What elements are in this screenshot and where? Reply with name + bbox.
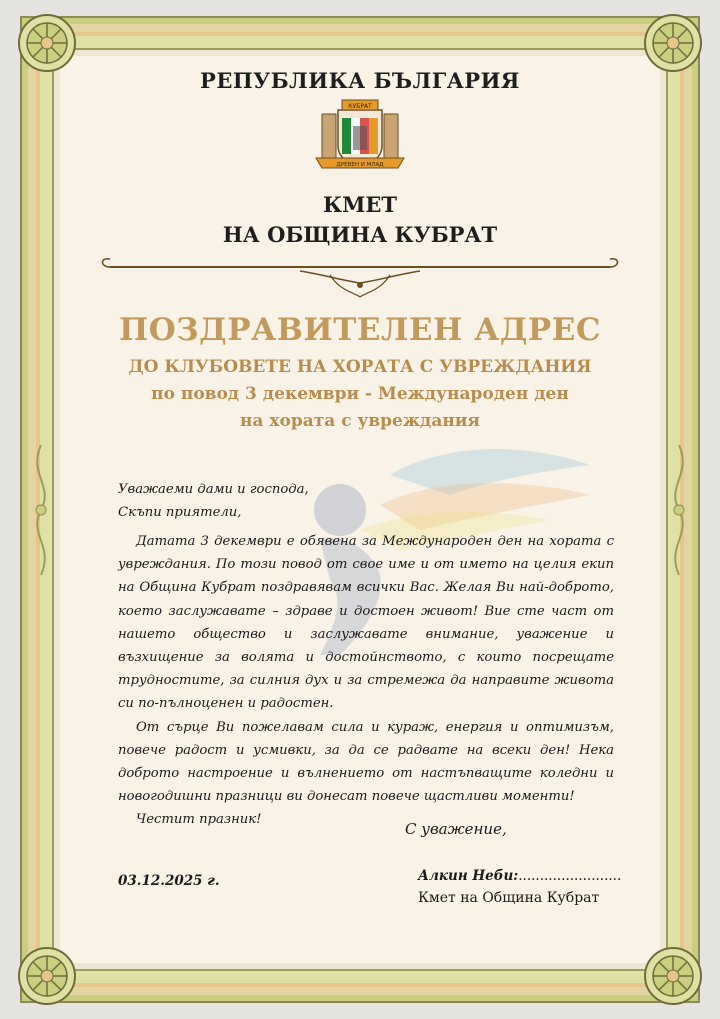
ornamental-divider-icon (100, 255, 620, 305)
corner-ornament-icon (642, 945, 704, 1007)
corner-ornament-icon (642, 12, 704, 74)
letter-paragraph-holiday: Честит празник! (136, 812, 262, 828)
letter-body (118, 530, 614, 832)
right-flourish-ornament (666, 445, 692, 575)
greeting (118, 478, 614, 524)
greeting-line1: Уважаеми дами и господа, (118, 482, 309, 497)
municipality-crest-icon (312, 96, 408, 174)
corner-ornament-icon (16, 945, 78, 1007)
address-subtitle-line2: по повод 3 декември - Международен ден (151, 384, 569, 404)
mayor-title-line1: КМЕТ (323, 192, 397, 217)
corner-ornament-icon (16, 12, 78, 74)
crest-ribbon-label: ДРЕВЕН И МЛАД (336, 162, 384, 168)
address-title: ПОЗДРАВИТЕЛЕН АДРЕС (119, 312, 601, 348)
greeting-line2: Скъпи приятели, (118, 505, 242, 521)
mayor-title (60, 190, 660, 250)
crest-top-label: КУБРАТ (348, 103, 372, 110)
address-subtitle-line1: ДО КЛУБОВЕТЕ НА ХОРАТА С УВРЕЖДАНИЯ (128, 357, 592, 377)
signer-name (418, 868, 621, 884)
letter-date: 03.12.2025 г. (118, 873, 220, 889)
closing-regards: С уважение, (405, 820, 507, 838)
letter-paragraph-2: От сърце Ви пожелавам сила и кураж, енергия и оптимизъм, повече радост и усмивки, за да се радвате на всеки ден! Нека доброто настроение и вълнението от настъпващите коледни и новогодишни празници ви донесат повече щастливи моменти! (118, 719, 614, 805)
country-heading: РЕПУБЛИКА БЪЛГАРИЯ (200, 68, 520, 93)
letter-paragraph-1: Датата 3 декември е обявена за Международен ден на хората с увреждания. По този повод от свое име и от името на целия екип на Община Кубрат поздравявам всички Вас. Желая Ви най-доброто, което заслужавате – здраве и достоен живот! Вие сте част от нашето общество и заслужавате внимание, уважение и възхищение за волята и достойнството, с които посрещате трудностите, за силния дух и за стремежа да направите живота си по-пълноценен и радостен. (118, 534, 614, 712)
left-flourish-ornament (28, 445, 54, 575)
signer-role: Кмет на Община Кубрат (418, 890, 600, 906)
address-subtitle (60, 354, 660, 435)
signature-line: ........................ (518, 868, 622, 884)
mayor-title-line2: НА ОБЩИНА КУБРАТ (222, 222, 498, 247)
address-subtitle-line3: на хората с увреждания (239, 411, 480, 431)
signer-name-text: Алкин Неби: (418, 868, 519, 884)
